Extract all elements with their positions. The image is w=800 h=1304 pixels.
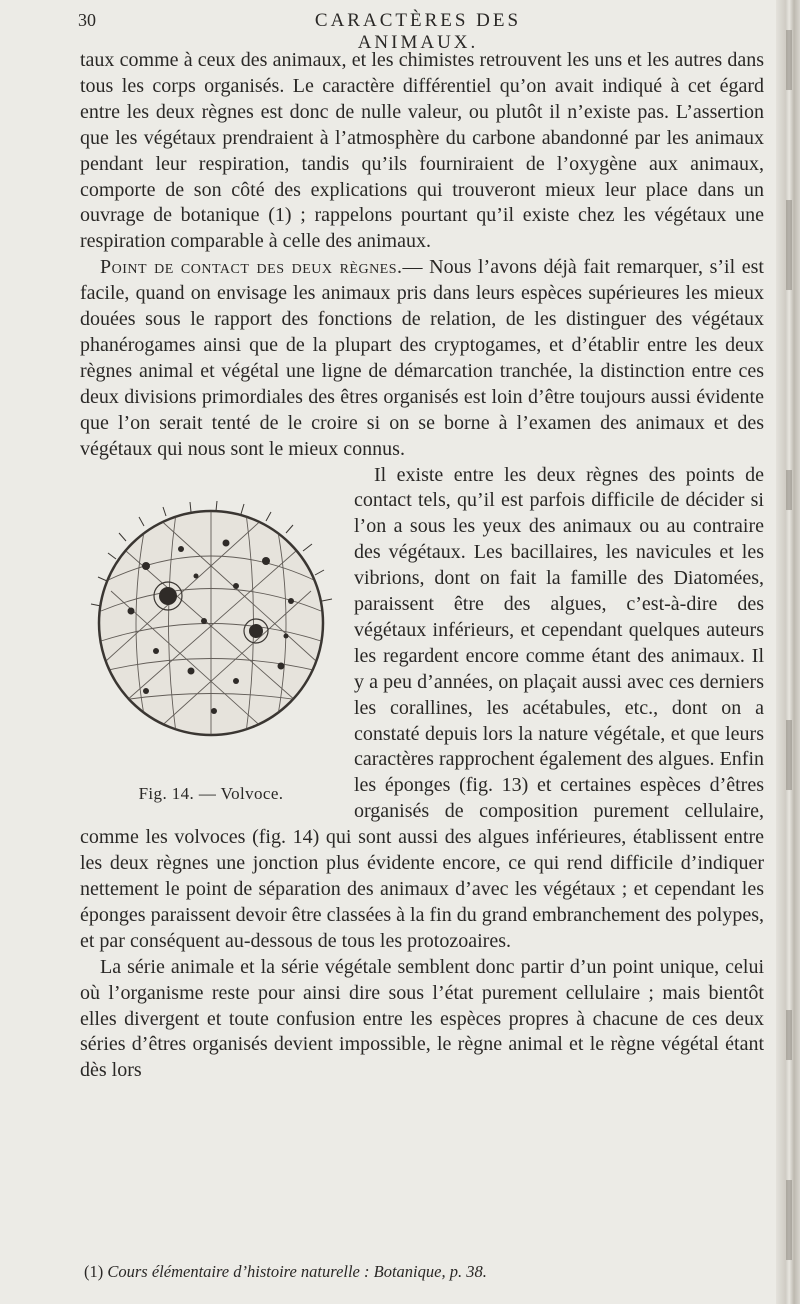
running-head: CARACTÈRES DES ANIMAUX. xyxy=(314,10,522,53)
page-header xyxy=(78,8,758,53)
paragraph-2-text: — Nous l’avons déjà fait remarquer, s’il est facile, quand on envisage les animaux pris dans leurs espèces supérieures les mieux douées sous le rapport des fonctions de relation, de les distinguer des végétaux phanérogames ainsi que de la plupart des cryptogames, et d’établir entre les deux règnes animal et végétal une ligne de démarcation tranchée, la distinction entre ces deux divisions primordiales des êtres organisés est loin d’être toujours aussi évidente que l’on serait tenté de le croire si on se borne à l’examen des animaux et des végétaux qui nous sont le mieux connus. xyxy=(80,256,764,460)
volvox-illustration xyxy=(86,471,336,781)
footnote-marker: (1) xyxy=(84,1262,104,1281)
paragraph-4: La série animale et la série végétale semblent donc partir d’un point unique, celui où l’organisme reste pour ainsi dire sous l’état purement cellulaire ; mais bientôt elles divergent et toute confusion entre les espèces propres à chacune de ces deux séries d’êtres organisés devient impossible, le règne animal et le règne végétal étant dès lors xyxy=(80,955,764,1082)
footnote-text: Cours élémentaire d’histoire naturelle : Botanique, p. 38. xyxy=(107,1262,487,1281)
footnote xyxy=(84,1262,764,1282)
paragraph-2 xyxy=(80,255,764,462)
page-number: 30 xyxy=(78,10,96,30)
paragraph-1: taux comme à ceux des animaux, et les chimistes retrouvent les uns et les autres dans tous les corps organisés. Le caractère différentiel qu’on avait indiqué à cet égard entre les deux règnes est donc de nulle valeur, ou plutôt il n’existe pas. L’assertion que les végétaux prendraient à l’atmosphère du carbone abandonné par les animaux pendant leur respiration, tandis qu’ils fourniraient de l’oxygène aux animaux, comporte de son côté des explications qui trouveront mieux leur place dans un ouvrage de botanique (1) ; rappelons pourtant qu’il existe chez les végétaux une respiration comparable à celle des animaux. xyxy=(80,49,764,253)
page-edge xyxy=(776,0,800,1304)
paragraph-3-text: Il existe entre les deux règnes des points de contact tels, qu’il est parfois difficile de décider si l’on a sous les yeux des animaux ou au contraire des végétaux. Les bacillaires, les navicules et les vibrions, dont on fait la famille des Diatomées, paraissent être des algues, c’est-à-dire des végétaux inférieurs, et cependant quelques auteurs les regardent encore comme étant des animaux. Il y a peu d’années, on plaçait aussi avec ces derniers les corallines, les acétabules, etc., dont on a constaté depuis lors la nature végétale, et que leurs caractères rapprochent également des algues. Enfin les éponges (fig. 13) et certaines espèces d’êtres organisés de composition purement cellulaire, comme les volvoces (fig. 14) qui sont aussi des algues inférieures, établissent entre les deux règnes une jonction plus évidente encore, ce qui rend difficile d’indiquer nettement le point de séparation des animaux d’avec les végétaux ; et cependant les éponges paraissent devoir être classées à la fin du grand embranchement des polypes, et par conséquent au-dessous de tous les protozoaires. xyxy=(80,463,764,952)
figure-caption: Fig. 14. — Volvoce. xyxy=(138,783,284,803)
section-heading: Point de contact des deux règnes. xyxy=(100,256,403,279)
body-text xyxy=(80,48,764,1084)
figure-volvoce xyxy=(80,467,342,809)
paragraph-3 xyxy=(80,463,764,955)
